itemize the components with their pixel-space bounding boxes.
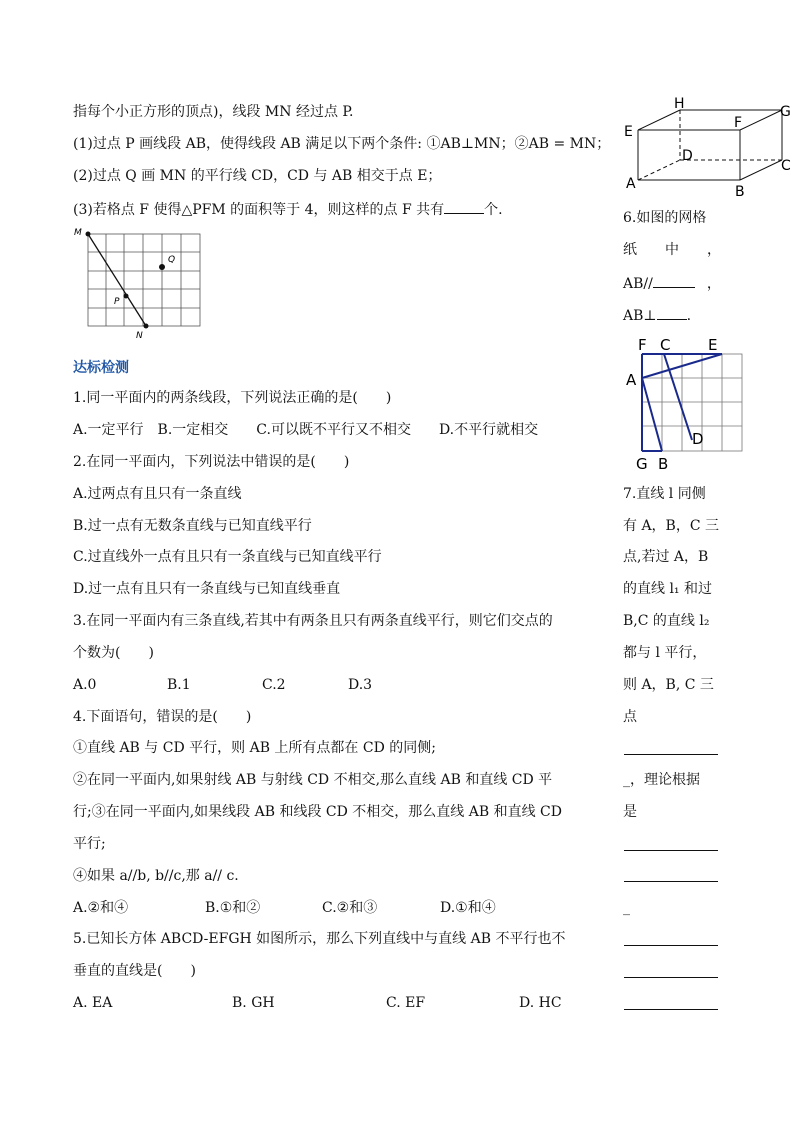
q7-line3: 点,若过 A，B [623,549,709,565]
q4-option-d: D.①和④ [440,900,496,916]
answer-blank [653,273,695,288]
answer-line [624,850,718,851]
q2-option-c: C.过直线外一点有且只有一条直线与已知直线平行 [73,549,382,565]
q7-line2: 有 A，B，C 三 [623,518,720,534]
q3-stem-line1: 3.在同一平面内有三条直线,若其中有两条且只有两条直线平行，则它们交点的 [73,613,553,629]
q3-option-d: D.3 [348,677,373,693]
q3-option-b: B.1 [167,677,191,693]
q5-stem-line2: 垂直的直线是( ) [73,963,196,979]
label-f: F [734,115,743,131]
q5-option-a: A. EA [73,995,113,1011]
label-m: M [74,228,82,238]
q7-line1: 7.直线 l 同侧 [623,486,706,502]
q4-option-c: C.②和③ [322,900,378,916]
section-title: 达标检测 [73,360,129,376]
q6-ab-parallel: AB// [623,276,653,292]
q5-stem-line1: 5.已知长方体 ABCD-EFGH 如图所示，那么下列直线中与直线 AB 不平行也不 [73,931,566,947]
question-part-3-text: (3)若格点 F 使得△PFM 的面积等于 4，则这样的点 F 共有 [73,202,445,218]
label-g: G [636,455,648,473]
grid-figure-q6 [622,332,746,474]
label-a: A [626,371,637,389]
q2-option-d: D.过一点有且只有一条直线与已知直线垂直 [73,581,341,597]
q7-line5: B,C 的直线 l₂ [623,613,710,629]
segment-mn [88,234,146,326]
answer-line [624,945,718,946]
q6-line2: 纸 中 ， [623,242,721,258]
cuboid-figure [618,92,794,200]
point-p [124,294,129,299]
q5-option-d: D. HC [519,995,562,1011]
q7-line4: 的直线 l₁ 和过 [623,581,712,597]
q5-option-c: C. EF [386,995,426,1011]
label-f: F [638,336,647,354]
question-part-3 [73,199,503,219]
q7-line7: 则 A，B, C 三 [623,677,714,693]
label-h: H [674,96,685,112]
q6-comma: ， [706,276,721,292]
label-e: E [708,336,718,354]
label-d: D [692,430,704,448]
label-q: Q [168,255,176,265]
question-part-2: (2)过点 Q 画 MN 的平行线 CD，CD 与 AB 相交于点 E； [73,168,442,184]
q2-stem: 2.在同一平面内，下列说法中错误的是( ) [73,454,350,470]
question-part-1: (1)过点 P 画线段 AB，使得线段 AB 满足以下两个条件: ①AB⊥MN；②AB = MN； [73,136,611,152]
answer-blank [444,199,484,214]
q4-option-a: A.②和④ [73,900,129,916]
label-p: P [114,297,120,307]
label-b: B [735,184,745,200]
q7-line6: 都与 l 平行， [623,645,707,661]
q4-stem: 4.下面语句，错误的是( ) [73,709,252,725]
q2-option-a: A.过两点有且只有一条直线 [73,486,242,502]
q6-line1: 6.如图的网格 [623,210,707,226]
label-e: E [624,124,633,140]
answer-line [624,1009,718,1010]
point-n [144,324,149,329]
label-g: G [780,104,791,120]
answer-line [624,881,718,882]
q4-option-b: B.①和② [205,900,261,916]
q6-line3 [623,273,721,293]
q4-statement-1: ①直线 AB 与 CD 平行，则 AB 上所有点都在 CD 的同侧; [73,740,436,756]
label-d: D [682,148,693,164]
q7-line10: 是 [623,804,637,820]
question-part-3-suffix: 个. [484,202,503,218]
q7-line9: _，理论根据 [623,772,700,788]
label-b: B [658,455,669,473]
q4-statement-3-end: 平行; [73,836,106,852]
q1-stem: 1.同一平面内的两条线段，下列说法正确的是( ) [73,390,392,406]
answer-blank [657,305,687,320]
point-m [86,232,91,237]
q5-option-b: B. GH [232,995,275,1011]
label-a: A [626,176,636,192]
q4-statement-4: ④如果 a//b, b//c,那 a// c. [73,868,239,884]
q6-line4 [623,305,691,325]
q7-line8: 点 [623,709,637,725]
q3-option-c: C.2 [262,677,286,693]
label-n: N [136,331,143,340]
q3-stem-line2: 个数为( ) [73,645,154,661]
q2-option-b: B.过一点有无数条直线与已知直线平行 [73,518,312,534]
q4-statement-2: ②在同一平面内,如果射线 AB 与射线 CD 不相交,那么直线 AB 和直线 CD 平 [73,772,553,788]
q7-line11: _ [623,900,630,916]
q6-period: . [686,308,692,324]
label-c: C [781,158,791,174]
q6-ab-perpendicular: AB⊥ [623,308,657,324]
q1-options: A.一定平行 B.一定相交 C.可以既不平行又不相交 D.不平行就相交 [73,422,539,438]
grid-figure-mn [70,224,210,340]
point-q [159,264,165,270]
answer-line [624,754,718,755]
answer-line [624,977,718,978]
q3-option-a: A.0 [73,677,97,693]
q4-statement-3: 行;③在同一平面内,如果线段 AB 和线段 CD 不相交，那么直线 AB 和直线 CD [73,804,562,820]
intro-text: 指每个小正方形的顶点)，线段 MN 经过点 P. [73,104,354,120]
label-c: C [660,336,671,354]
